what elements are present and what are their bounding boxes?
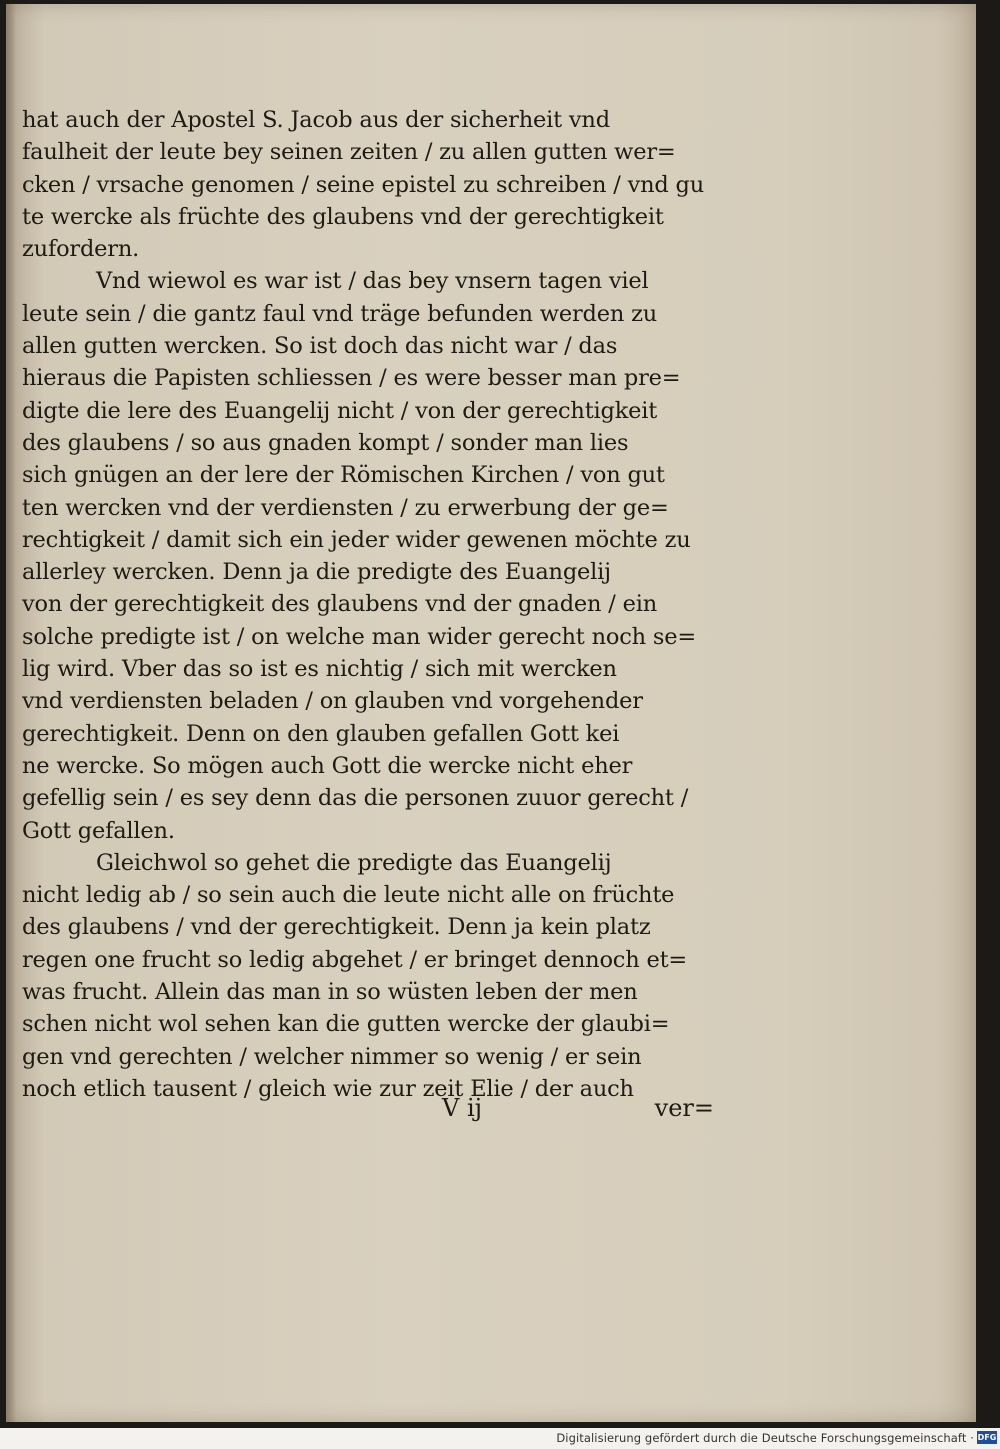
text-line: von der gerechtigkeit des glaubens vnd der gnaden / ein [22, 591, 658, 618]
text-line: hat auch der Apostel S. Jacob aus der sicherheit vnd [22, 107, 610, 133]
text-line: digte die lere des Euangelij nicht / von der gerechtigkeit [22, 397, 658, 424]
text-line: cken / vrsache genomen / seine epistel zu schreiben / vnd gu [22, 171, 705, 198]
text-line: leute sein / die gantz faul vnd träge befunden werden zu [22, 300, 658, 327]
catchword: ver= [654, 1094, 714, 1122]
text-line: te wercke als früchte des glaubens vnd der gerechtigkeit [22, 203, 664, 230]
text-line: hieraus die Papisten schliessen / es were besser man pre= [22, 365, 681, 392]
text-line: lig wird. Vber das so ist es nichtig / sich mit wercken [22, 656, 617, 683]
text-line: vnd verdiensten beladen / on glauben vnd vorgehender [22, 688, 643, 715]
text-line: des glaubens / vnd der gerechtigkeit. Denn ja kein platz [22, 914, 651, 941]
text-line: Gott gefallen. [22, 817, 175, 844]
text-line: sich gnügen an der lere der Römischen Kirchen / von gut [22, 462, 665, 489]
dfg-logo-icon: DFG [977, 1433, 997, 1442]
signature-mark: V ij [442, 1094, 483, 1122]
text-line: gerechtigkeit. Denn on den glauben gefallen Gott kei [22, 720, 620, 747]
text-line: ne wercke. So mögen auch Gott die wercke nicht eher [22, 752, 633, 779]
funding-credit: Digitalisierung gefördert durch die Deutsche Forschungsgemeinschaft · [556, 1431, 974, 1445]
text-line: schen nicht wol sehen kan die gutten wercke der glaubi= [22, 1011, 670, 1038]
text-line: solche predigte ist / on welche man wider gerecht noch se= [22, 623, 696, 650]
page-footer [22, 1094, 722, 1134]
paragraph-start-line: Vnd wiewol es war ist / das bey vnsern tagen viel [96, 268, 649, 295]
text-line: des glaubens / so aus gnaden kompt / sonder man lies [22, 429, 629, 456]
paragraph-start-line: Gleichwol so gehet die predigte das Euangelij [96, 849, 612, 876]
text-line: regen one frucht so ledig abgehet / er bringet dennoch et= [22, 946, 688, 973]
text-line: faulheit der leute bey seinen zeiten / zu allen gutten wer= [22, 139, 676, 166]
text-line: zufordern. [22, 236, 140, 263]
text-line: allerley wercken. Denn ja die predigte des Euangelij [22, 559, 611, 586]
text-line: nicht ledig ab / so sein auch die leute nicht alle on früchte [22, 882, 675, 909]
page-gutter [6, 4, 16, 1422]
book-page [6, 4, 976, 1422]
text-line: rechtigkeit / damit sich ein jeder wider gewenen möchte zu [22, 526, 691, 553]
text-line: was frucht. Allein das man in so wüsten leben der men [22, 979, 638, 1006]
text-line: gen vnd gerechten / welcher nimmer so wenig / er sein [22, 1043, 642, 1070]
body-text [22, 104, 722, 1105]
text-line: noch etlich tausent / gleich wie zur zeit Elie / der auch [22, 1075, 634, 1102]
text-line: allen gutten wercken. So ist doch das nicht war / das [22, 333, 618, 360]
credit-bar [0, 1428, 1000, 1449]
text-line: gefellig sein / es sey denn das die personen zuuor gerecht / [22, 785, 689, 812]
text-line: ten wercken vnd der verdiensten / zu erwerbung der ge= [22, 494, 669, 521]
